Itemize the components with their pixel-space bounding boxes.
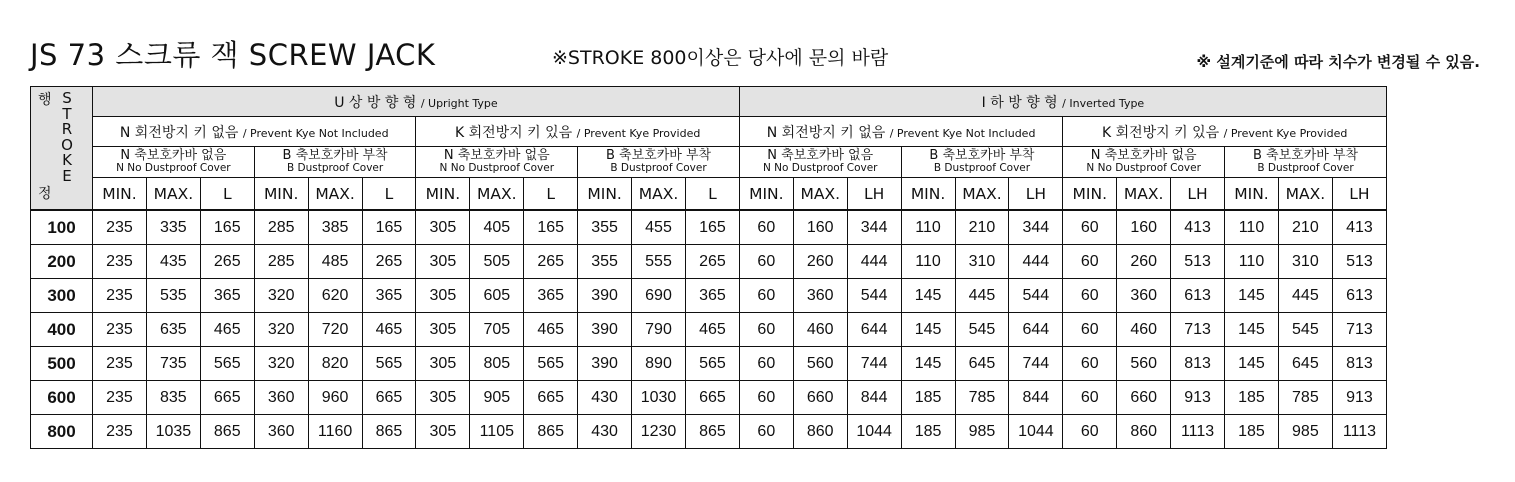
table-cell: 145 [1225, 347, 1279, 381]
table-cell: 305 [416, 313, 470, 347]
table-cell: 455 [632, 210, 686, 245]
table-cell: 444 [847, 245, 901, 279]
table-cell: 305 [416, 381, 470, 415]
table-cell: 835 [146, 381, 200, 415]
table-cell: 60 [1063, 245, 1117, 279]
group-k-en: / Prevent Kye Provided [576, 126, 701, 140]
table-cell: 60 [739, 279, 793, 313]
inverted-type-en: / Inverted Type [1062, 96, 1145, 110]
table-cell: 565 [685, 347, 739, 381]
table-cell: 235 [93, 245, 147, 279]
sub-n-ko: N 축보호카바 없음 [1090, 148, 1197, 163]
sub-n-ko: N 축보호카바 없음 [443, 148, 550, 163]
group-n-ko: N 회전방지 키 없음 [119, 124, 239, 141]
table-row [31, 245, 1387, 279]
table-cell: 785 [1278, 381, 1332, 415]
table-cell: 405 [470, 210, 524, 245]
stroke-ko-top: 행 [38, 92, 52, 108]
table-cell: 360 [254, 381, 308, 415]
table-cell: 890 [632, 347, 686, 381]
table-cell: 445 [1278, 279, 1332, 313]
column-header: MIN. [1225, 178, 1279, 211]
table-cell: 390 [578, 313, 632, 347]
sub-b-en: B Dustproof Cover [286, 162, 384, 174]
sub-n-en: N No Dustproof Cover [1086, 162, 1201, 174]
table-cell: 235 [93, 347, 147, 381]
table-cell: 713 [1332, 313, 1386, 347]
table-cell: 645 [1278, 347, 1332, 381]
spec-table [30, 86, 1387, 449]
table-cell: 60 [1063, 415, 1117, 449]
table-cell: 735 [146, 347, 200, 381]
table-cell: 165 [685, 210, 739, 245]
table-cell: 713 [1171, 313, 1225, 347]
table-cell: 613 [1332, 279, 1386, 313]
inverted-key-header [1063, 117, 1387, 147]
table-cell: 1113 [1332, 415, 1386, 449]
header-row-cover [31, 147, 1387, 178]
header-row-columns [31, 178, 1387, 211]
table-cell: 665 [200, 381, 254, 415]
table-row [31, 381, 1387, 415]
table-cell: 265 [200, 245, 254, 279]
table-cell: 110 [1225, 245, 1279, 279]
inverted-no-key-header [739, 117, 1062, 147]
stroke-value: 300 [31, 279, 93, 313]
table-cell: 1105 [470, 415, 524, 449]
table-cell: 690 [632, 279, 686, 313]
table-cell: 310 [955, 245, 1009, 279]
sub-n-en: N No Dustproof Cover [116, 162, 231, 174]
table-cell: 544 [1009, 279, 1063, 313]
table-cell: 285 [254, 210, 308, 245]
group-n-en: / Prevent Kye Not Included [889, 126, 1036, 140]
table-cell: 644 [1009, 313, 1063, 347]
column-header: LH [1332, 178, 1386, 211]
stroke-value: 400 [31, 313, 93, 347]
table-cell: 613 [1171, 279, 1225, 313]
table-cell: 1044 [1009, 415, 1063, 449]
table-cell: 145 [1225, 313, 1279, 347]
table-cell: 1113 [1171, 415, 1225, 449]
table-cell: 185 [1225, 381, 1279, 415]
table-cell: 60 [1063, 347, 1117, 381]
table-cell: 60 [1063, 210, 1117, 245]
table-cell: 60 [739, 210, 793, 245]
table-cell: 865 [200, 415, 254, 449]
table-cell: 865 [524, 415, 578, 449]
column-header: MAX. [1117, 178, 1171, 211]
table-cell: 860 [1117, 415, 1171, 449]
table-cell: 365 [524, 279, 578, 313]
table-cell: 145 [901, 313, 955, 347]
table-cell: 665 [685, 381, 739, 415]
table-row [31, 210, 1387, 245]
cover-header [93, 147, 255, 178]
table-cell: 985 [955, 415, 1009, 449]
table-cell: 360 [793, 279, 847, 313]
table-cell: 305 [416, 245, 470, 279]
table-cell: 235 [93, 279, 147, 313]
table-cell: 185 [901, 381, 955, 415]
table-cell: 705 [470, 313, 524, 347]
column-header: L [685, 178, 739, 211]
sub-b-en: B Dustproof Cover [933, 162, 1031, 174]
table-cell: 60 [739, 381, 793, 415]
column-header: MIN. [93, 178, 147, 211]
table-cell: 485 [308, 245, 362, 279]
table-cell: 744 [1009, 347, 1063, 381]
table-cell: 160 [1117, 210, 1171, 245]
group-n-ko: N 회전방지 키 없음 [766, 124, 886, 141]
table-cell: 60 [1063, 381, 1117, 415]
sub-b-en: B Dustproof Cover [1257, 162, 1354, 174]
table-cell: 460 [793, 313, 847, 347]
column-header: MAX. [955, 178, 1009, 211]
table-cell: 110 [1225, 210, 1279, 245]
column-header: LH [1171, 178, 1225, 211]
group-k-ko: K 회전방지 키 있음 [1101, 124, 1220, 141]
sub-b-ko: B 축보호카바 부착 [1252, 148, 1359, 163]
table-cell: 413 [1332, 210, 1386, 245]
stroke-inquiry-note: ※STROKE 800이상은 당사에 문의 바람 [552, 47, 889, 69]
table-cell: 385 [308, 210, 362, 245]
table-cell: 813 [1171, 347, 1225, 381]
table-row [31, 279, 1387, 313]
table-cell: 210 [955, 210, 1009, 245]
table-cell: 1030 [632, 381, 686, 415]
table-cell: 1230 [632, 415, 686, 449]
table-cell: 545 [1278, 313, 1332, 347]
table-cell: 344 [847, 210, 901, 245]
table-cell: 535 [146, 279, 200, 313]
table-cell: 865 [685, 415, 739, 449]
table-cell: 635 [146, 313, 200, 347]
table-row [31, 313, 1387, 347]
design-change-note: ※ 설계기준에 따라 치수가 변경될 수 있음. [1196, 53, 1480, 71]
table-cell: 545 [955, 313, 1009, 347]
table-cell: 165 [524, 210, 578, 245]
table-cell: 720 [308, 313, 362, 347]
table-cell: 320 [254, 313, 308, 347]
table-cell: 210 [1278, 210, 1332, 245]
table-cell: 110 [901, 210, 955, 245]
table-cell: 60 [1063, 279, 1117, 313]
table-cell: 844 [847, 381, 901, 415]
table-cell: 660 [793, 381, 847, 415]
column-header: MIN. [901, 178, 955, 211]
upright-type-ko: U 상 방 향 형 [334, 94, 417, 111]
stroke-header-cell [31, 87, 93, 211]
column-header: LH [847, 178, 901, 211]
column-header: MIN. [739, 178, 793, 211]
stroke-value: 200 [31, 245, 93, 279]
table-cell: 913 [1171, 381, 1225, 415]
table-cell: 605 [470, 279, 524, 313]
table-cell: 360 [1117, 279, 1171, 313]
table-cell: 560 [1117, 347, 1171, 381]
table-cell: 620 [308, 279, 362, 313]
column-header: MIN. [578, 178, 632, 211]
sub-n-ko: N 축보호카바 없음 [767, 148, 874, 163]
table-cell: 465 [685, 313, 739, 347]
table-cell: 645 [955, 347, 1009, 381]
stroke-value: 600 [31, 381, 93, 415]
cover-header [739, 147, 901, 178]
table-cell: 565 [524, 347, 578, 381]
table-cell: 460 [1117, 313, 1171, 347]
table-cell: 1035 [146, 415, 200, 449]
table-cell: 165 [362, 210, 416, 245]
stroke-en-label: STROKE [61, 89, 73, 185]
table-cell: 820 [308, 347, 362, 381]
column-header: MAX. [1278, 178, 1332, 211]
column-header: L [200, 178, 254, 211]
table-cell: 110 [901, 245, 955, 279]
table-cell: 813 [1332, 347, 1386, 381]
table-cell: 355 [578, 210, 632, 245]
upright-type-header [93, 87, 740, 117]
table-cell: 320 [254, 279, 308, 313]
table-cell: 513 [1332, 245, 1386, 279]
table-cell: 1044 [847, 415, 901, 449]
table-cell: 60 [1063, 313, 1117, 347]
table-cell: 960 [308, 381, 362, 415]
cover-header [416, 147, 578, 178]
table-cell: 413 [1171, 210, 1225, 245]
table-cell: 905 [470, 381, 524, 415]
table-cell: 790 [632, 313, 686, 347]
sub-b-en: B Dustproof Cover [610, 162, 707, 174]
stroke-value: 800 [31, 415, 93, 449]
inverted-type-header [739, 87, 1386, 117]
table-cell: 555 [632, 245, 686, 279]
table-cell: 565 [362, 347, 416, 381]
group-k-en: / Prevent Kye Provided [1223, 126, 1348, 140]
table-cell: 60 [739, 245, 793, 279]
column-header: MIN. [416, 178, 470, 211]
table-cell: 660 [1117, 381, 1171, 415]
upright-key-header [416, 117, 739, 147]
sub-b-ko: B 축보호카바 부착 [282, 148, 388, 163]
table-cell: 235 [93, 210, 147, 245]
table-cell: 145 [901, 347, 955, 381]
header-row-key [31, 117, 1387, 147]
sub-n-en: N No Dustproof Cover [762, 162, 878, 174]
table-cell: 165 [200, 210, 254, 245]
table-cell: 60 [739, 347, 793, 381]
cover-header [901, 147, 1063, 178]
table-cell: 305 [416, 415, 470, 449]
cover-header [578, 147, 740, 178]
table-cell: 435 [146, 245, 200, 279]
table-cell: 235 [93, 313, 147, 347]
upright-no-key-header [93, 117, 416, 147]
cover-header [1063, 147, 1225, 178]
table-cell: 565 [200, 347, 254, 381]
group-n-en: / Prevent Kye Not Included [242, 126, 389, 140]
table-cell: 185 [901, 415, 955, 449]
table-cell: 305 [416, 279, 470, 313]
table-cell: 260 [793, 245, 847, 279]
table-cell: 465 [524, 313, 578, 347]
column-header: MAX. [793, 178, 847, 211]
table-cell: 365 [685, 279, 739, 313]
table-cell: 145 [901, 279, 955, 313]
table-cell: 265 [685, 245, 739, 279]
stroke-ko-bottom: 정 [38, 186, 52, 202]
table-cell: 465 [362, 313, 416, 347]
table-cell: 865 [362, 415, 416, 449]
column-header: MAX. [146, 178, 200, 211]
table-cell: 305 [416, 210, 470, 245]
sub-n-en: N No Dustproof Cover [439, 162, 555, 174]
stroke-value: 500 [31, 347, 93, 381]
upright-type-en: / Upright Type [420, 96, 498, 110]
header-row-type [31, 87, 1387, 117]
table-cell: 335 [146, 210, 200, 245]
table-cell: 505 [470, 245, 524, 279]
cover-header [1225, 147, 1387, 178]
column-header: MIN. [254, 178, 308, 211]
table-cell: 805 [470, 347, 524, 381]
column-header: MAX. [632, 178, 686, 211]
table-cell: 265 [362, 245, 416, 279]
table-cell: 785 [955, 381, 1009, 415]
table-cell: 1160 [308, 415, 362, 449]
table-row [31, 347, 1387, 381]
table-cell: 235 [93, 381, 147, 415]
table-cell: 305 [416, 347, 470, 381]
column-header: L [524, 178, 578, 211]
table-cell: 235 [93, 415, 147, 449]
table-cell: 160 [793, 210, 847, 245]
table-cell: 430 [578, 415, 632, 449]
column-header: L [362, 178, 416, 211]
table-cell: 285 [254, 245, 308, 279]
sub-b-ko: B 축보호카바 부착 [929, 148, 1035, 163]
table-cell: 310 [1278, 245, 1332, 279]
table-cell: 60 [739, 415, 793, 449]
table-cell: 260 [1117, 245, 1171, 279]
table-cell: 365 [362, 279, 416, 313]
table-cell: 444 [1009, 245, 1063, 279]
table-cell: 145 [1225, 279, 1279, 313]
table-cell: 355 [578, 245, 632, 279]
table-cell: 844 [1009, 381, 1063, 415]
table-cell: 644 [847, 313, 901, 347]
table-cell: 390 [578, 347, 632, 381]
table-cell: 465 [200, 313, 254, 347]
title-row [30, 30, 1480, 80]
page-title: JS 73 스크류 잭 SCREW JACK [30, 38, 436, 72]
table-cell: 544 [847, 279, 901, 313]
table-cell: 860 [793, 415, 847, 449]
table-cell: 665 [524, 381, 578, 415]
table-cell: 985 [1278, 415, 1332, 449]
table-cell: 265 [524, 245, 578, 279]
table-cell: 913 [1332, 381, 1386, 415]
table-cell: 360 [254, 415, 308, 449]
sub-b-ko: B 축보호카바 부착 [605, 148, 712, 163]
table-cell: 344 [1009, 210, 1063, 245]
sub-n-ko: N 축보호카바 없음 [120, 148, 227, 163]
table-cell: 445 [955, 279, 1009, 313]
table-cell: 185 [1225, 415, 1279, 449]
table-cell: 430 [578, 381, 632, 415]
table-cell: 390 [578, 279, 632, 313]
table-cell: 560 [793, 347, 847, 381]
table-cell: 744 [847, 347, 901, 381]
table-cell: 60 [739, 313, 793, 347]
table-cell: 513 [1171, 245, 1225, 279]
table-row [31, 415, 1387, 449]
cover-header [254, 147, 416, 178]
table-cell: 320 [254, 347, 308, 381]
stroke-value: 100 [31, 210, 93, 245]
table-body [31, 210, 1387, 449]
group-k-ko: K 회전방지 키 있음 [454, 124, 573, 141]
inverted-type-ko: I 하 방 향 형 [981, 94, 1058, 111]
column-header: LH [1009, 178, 1063, 211]
column-header: MIN. [1063, 178, 1117, 211]
column-header: MAX. [470, 178, 524, 211]
table-cell: 665 [362, 381, 416, 415]
column-header: MAX. [308, 178, 362, 211]
table-cell: 365 [200, 279, 254, 313]
